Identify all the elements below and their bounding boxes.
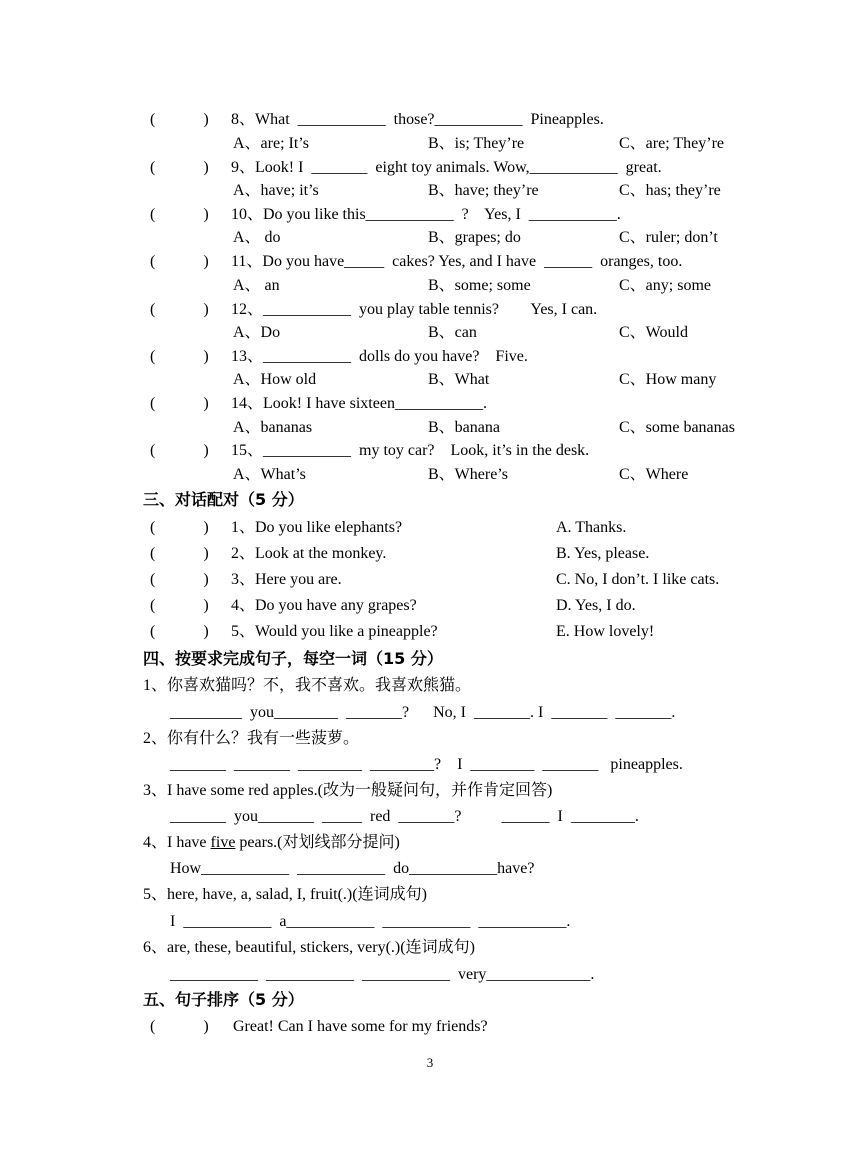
option-b: B、grapes; do xyxy=(428,229,521,246)
answer-paren[interactable]: ( ) xyxy=(150,206,209,223)
option-a: A、 an xyxy=(233,277,280,294)
sentence-prompt: 5、here, have, a, salad, I, fruit(.)(连词成句) xyxy=(143,886,427,903)
question-stem: 9、Look! I _______ eight toy animals. Wow,___________ great. xyxy=(231,159,662,176)
option-c: C、some bananas xyxy=(619,419,735,436)
answer-paren[interactable]: ( ) xyxy=(150,519,209,536)
ordering-sentence: Great! Can I have some for my friends? xyxy=(233,1018,488,1035)
answer-paren[interactable]: ( ) xyxy=(150,159,209,176)
dialogue-answer: E. How lovely! xyxy=(556,623,655,640)
sentence-prompt: 2、你有什么？我有一些菠萝。 xyxy=(143,730,360,747)
answer-paren[interactable]: ( ) xyxy=(150,348,209,365)
option-c: C、How many xyxy=(619,371,717,388)
answer-blanks[interactable]: _________ you________ _______? No, I _______. I _______ _______. xyxy=(170,704,676,721)
prompt-text: pears.(对划线部分提问) xyxy=(235,834,400,851)
answer-paren[interactable]: ( ) xyxy=(150,571,209,588)
page-number: 3 xyxy=(426,1055,434,1070)
option-c: C、ruler; don’t xyxy=(619,229,718,246)
option-b: B、What xyxy=(428,371,490,388)
option-c: C、are; They’re xyxy=(619,135,724,152)
sentence-prompt: 6、are, these, beautiful, stickers, very(.)(连词成句) xyxy=(143,939,475,956)
section-title: 五、句子排序（5 分） xyxy=(143,990,304,1009)
question-stem: 14、Look! I have sixteen___________. xyxy=(231,395,487,412)
question-stem: 11、Do you have_____ cakes? Yes, and I have ______ oranges, too. xyxy=(231,253,683,270)
answer-paren[interactable]: ( ) xyxy=(150,111,209,128)
answer-paren[interactable]: ( ) xyxy=(150,1018,209,1035)
answer-paren[interactable]: ( ) xyxy=(150,442,209,459)
sentence-prompt xyxy=(143,833,400,853)
dialogue-question: 3、Here you are. xyxy=(231,571,342,588)
option-a: A、bananas xyxy=(233,419,313,436)
answer-blanks[interactable]: How___________ ___________ do___________have? xyxy=(170,860,535,877)
dialogue-question: 1、Do you like elephants? xyxy=(231,519,403,536)
answer-paren[interactable]: ( ) xyxy=(150,623,209,640)
dialogue-question: 4、Do you have any grapes? xyxy=(231,597,417,614)
dialogue-question: 2、Look at the monkey. xyxy=(231,545,387,562)
answer-paren[interactable]: ( ) xyxy=(150,545,209,562)
option-b: B、Where’s xyxy=(428,466,508,483)
sentence-prompt: 3、I have some red apples.(改为一般疑问句，并作肯定回答) xyxy=(143,782,553,799)
dialogue-answer: A. Thanks. xyxy=(556,519,627,536)
answer-paren[interactable]: ( ) xyxy=(150,395,209,412)
sentence-prompt: 1、你喜欢猫吗？不，我不喜欢。我喜欢熊猫。 xyxy=(143,677,472,694)
option-a: A、Do xyxy=(233,324,281,341)
section-title: 四、按要求完成句子，每空一词（15 分） xyxy=(143,649,443,668)
question-stem: 13、___________ dolls do you have? Five. xyxy=(231,348,528,365)
option-c: C、Would xyxy=(619,324,688,341)
question-stem: 12、___________ you play table tennis? Yes, I can. xyxy=(231,301,598,318)
option-a: A、 do xyxy=(233,229,281,246)
underlined-word: five xyxy=(210,834,236,851)
dialogue-answer: B. Yes, please. xyxy=(556,545,650,562)
answer-paren[interactable]: ( ) xyxy=(150,253,209,270)
prompt-text: 4、I have xyxy=(143,834,211,851)
option-a: A、have; it’s xyxy=(233,182,319,199)
answer-blanks[interactable]: I ___________ a___________ ___________ ___________. xyxy=(170,913,571,930)
option-a: A、What’s xyxy=(233,466,306,483)
option-b: B、banana xyxy=(428,419,500,436)
answer-blanks[interactable]: _______ you_______ _____ red _______? ______ I ________. xyxy=(170,808,639,825)
dialogue-answer: D. Yes, I do. xyxy=(556,597,636,614)
option-a: A、How old xyxy=(233,371,317,388)
option-b: B、can xyxy=(428,324,477,341)
dialogue-question: 5、Would you like a pineapple? xyxy=(231,623,438,640)
question-stem: 10、Do you like this___________ ? Yes, I ___________. xyxy=(231,206,621,223)
option-c: C、any; some xyxy=(619,277,711,294)
answer-paren[interactable]: ( ) xyxy=(150,597,209,614)
section-title: 三、对话配对（5 分） xyxy=(143,490,304,509)
option-b: B、have; they’re xyxy=(428,182,539,199)
answer-blanks[interactable]: ___________ ___________ ___________ very_____________. xyxy=(170,966,595,983)
option-c: C、Where xyxy=(619,466,689,483)
question-stem: 15、___________ my toy car? Look, it’s in the desk. xyxy=(231,442,590,459)
answer-blanks[interactable]: _______ _______ ________ ________? I ________ _______ pineapples. xyxy=(170,756,683,773)
option-b: B、some; some xyxy=(428,277,531,294)
answer-paren[interactable]: ( ) xyxy=(150,301,209,318)
option-a: A、are; It’s xyxy=(233,135,309,152)
option-b: B、is; They’re xyxy=(428,135,525,152)
option-c: C、has; they’re xyxy=(619,182,721,199)
dialogue-answer: C. No, I don’t. I like cats. xyxy=(556,571,720,588)
question-stem: 8、What ___________ those?___________ Pineapples. xyxy=(231,111,604,128)
